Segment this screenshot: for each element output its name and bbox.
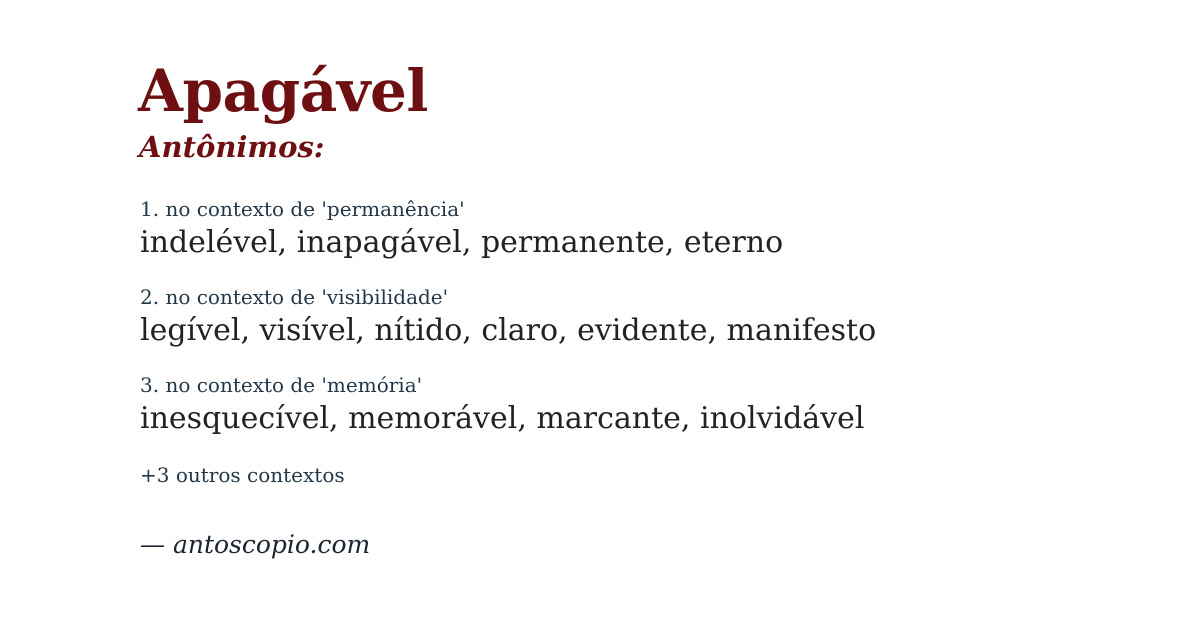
context-block-1 (140, 197, 1140, 261)
context-1-label: 1. no contexto de 'permanência' (140, 197, 465, 221)
attribution-source: — antoscopio.com (140, 530, 371, 559)
context-block-2 (140, 285, 1140, 349)
antonyms-section-label: Antônimos: (139, 130, 325, 164)
context-2-label: 2. no contexto de 'visibilidade' (140, 285, 449, 309)
entry-word-title: Apagável (138, 57, 428, 125)
context-block-3 (140, 373, 1140, 437)
context-3-label: 3. no contexto de 'memória' (140, 373, 423, 397)
context-3-antonyms: inesquecível, memorável, marcante, inolvidável (140, 401, 865, 436)
more-contexts-link[interactable]: +3 outros contextos (140, 463, 345, 487)
context-1-antonyms: indelével, inapagável, permanente, eterno (140, 225, 784, 260)
context-2-antonyms: legível, visível, nítido, claro, evidente, manifesto (140, 313, 877, 348)
